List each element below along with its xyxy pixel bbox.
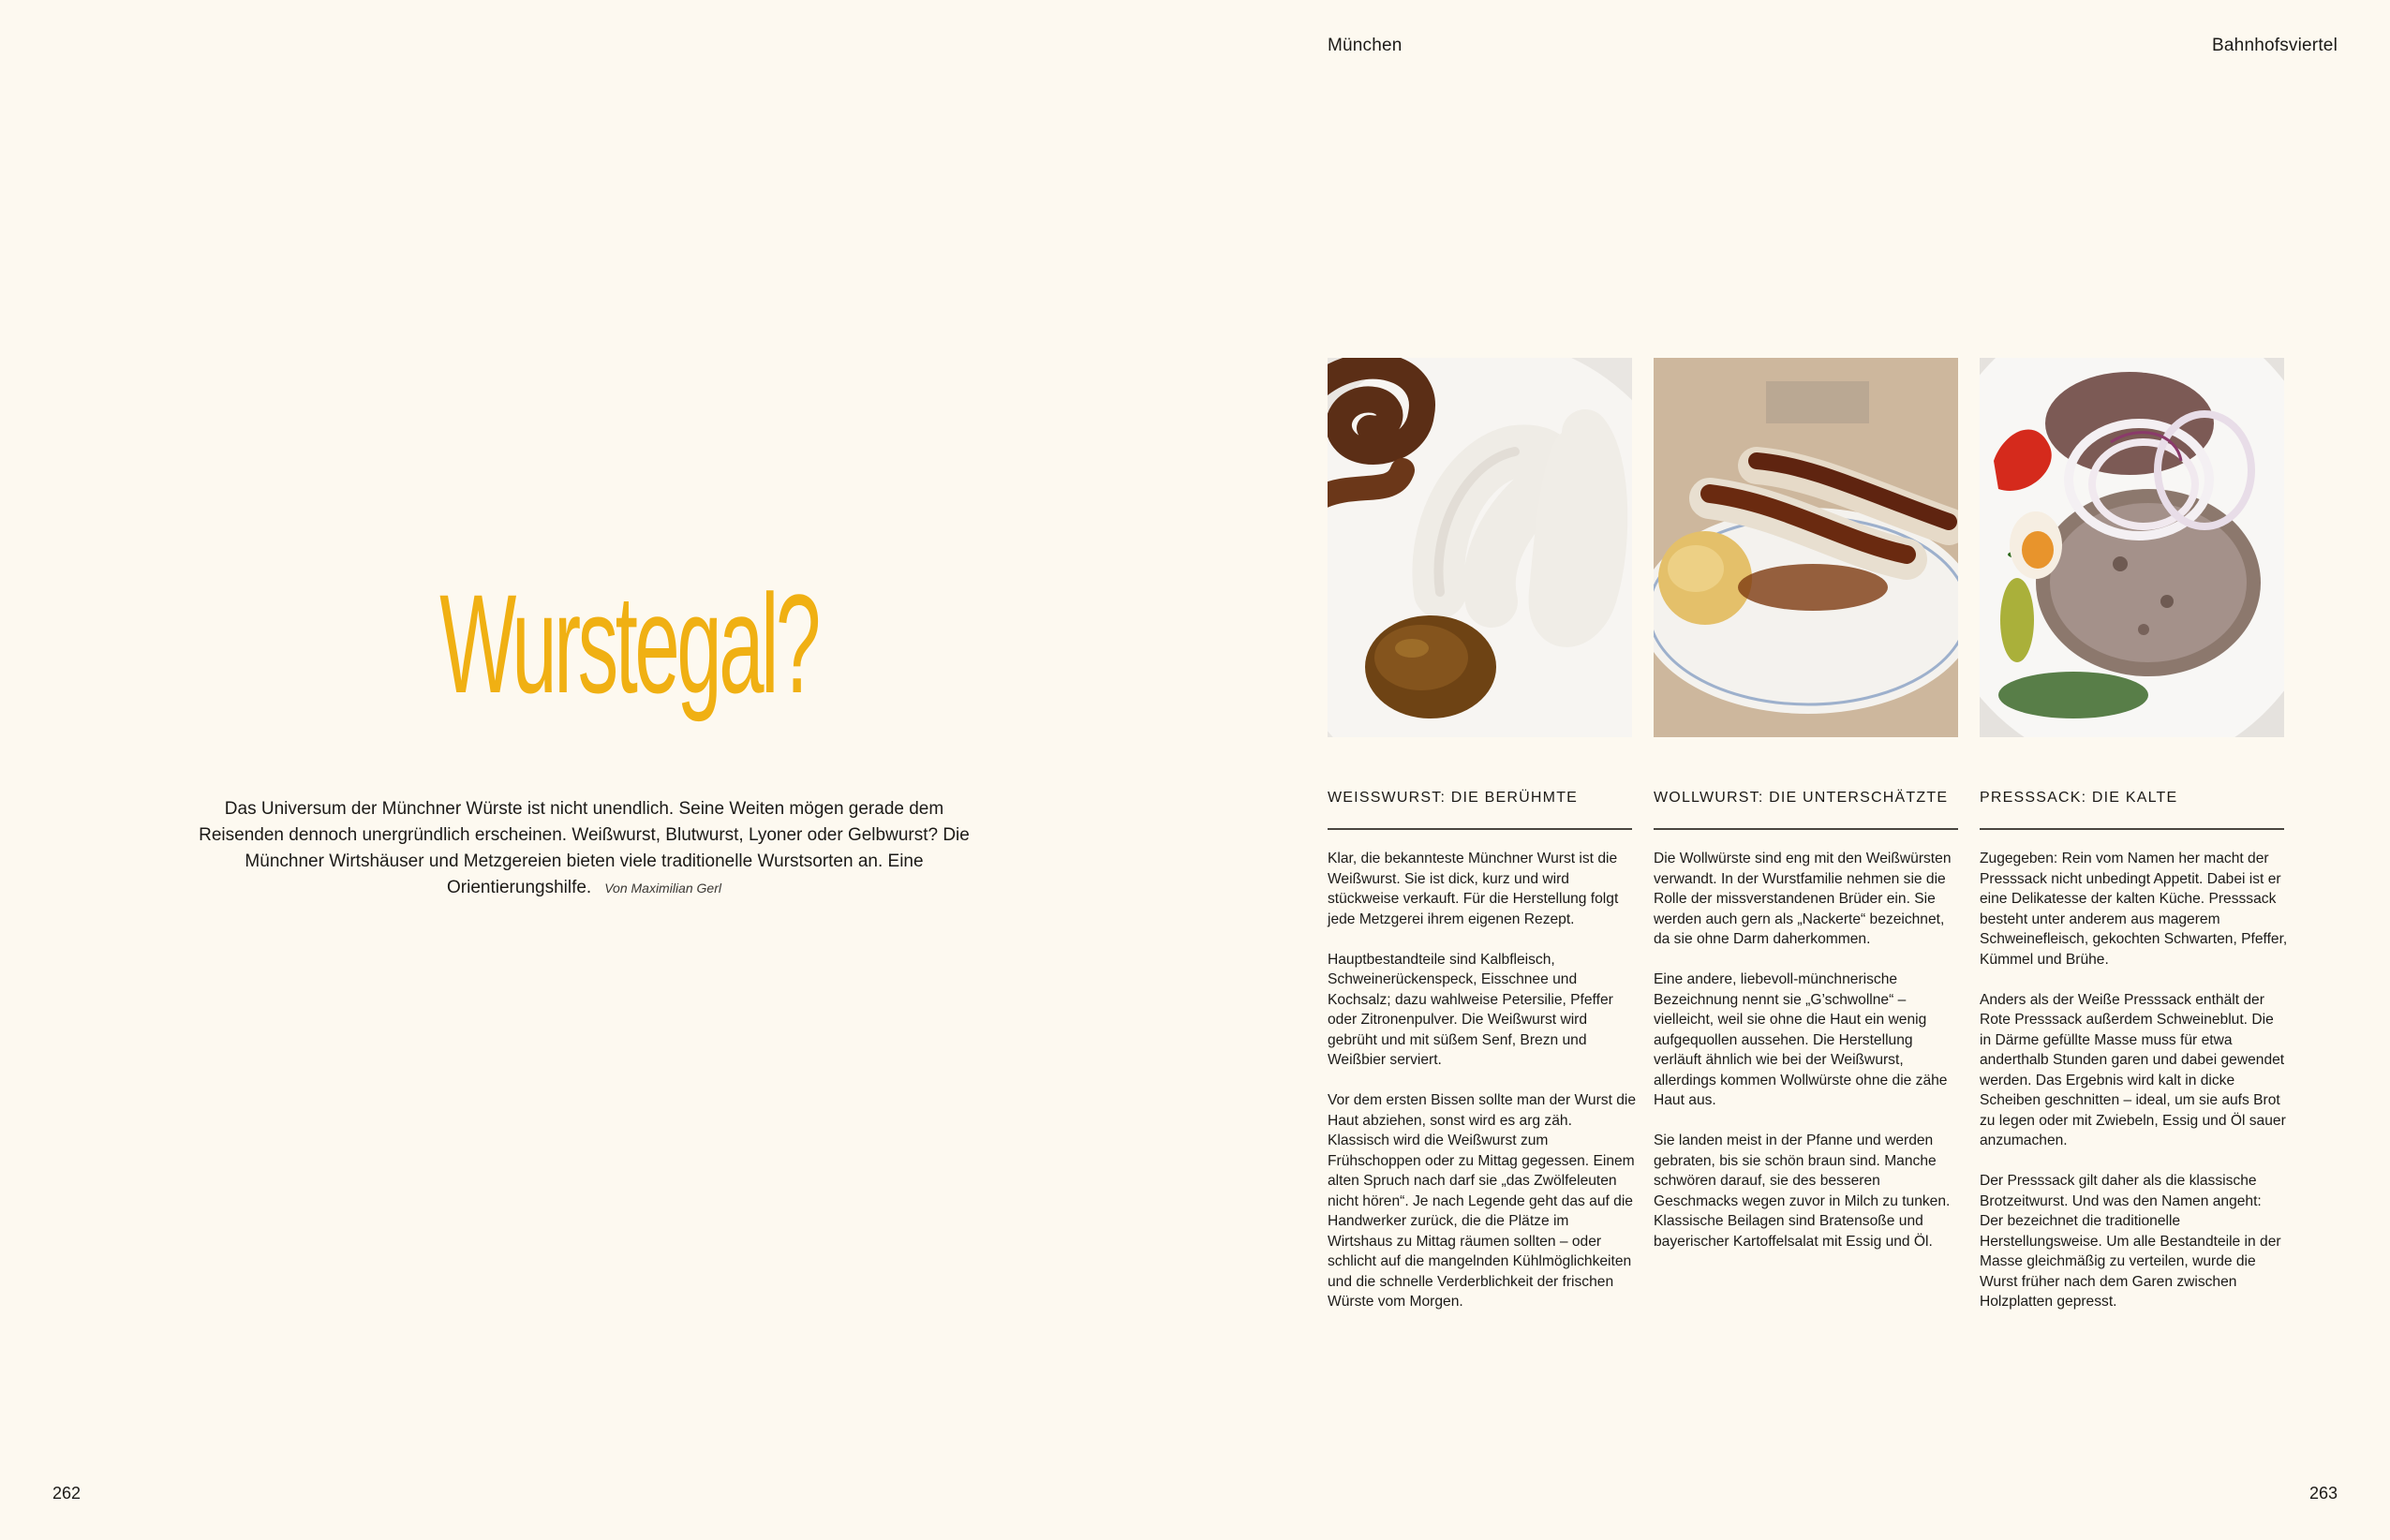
running-head-district: Bahnhofsviertel (2212, 36, 2338, 55)
body-paragraph: Die Wollwürste sind eng mit den Weißwürsten verwandt. In der Wurstfamilie nehmen sie die Rolle der missverstandenen Brüder ein. Sie werden auch gern als „Nackerte“ bezeichnet, da sie ohne Darm daherkommen. (1654, 851, 1952, 947)
intro-standfirst (184, 796, 985, 901)
headline: Wurstegal? (439, 565, 818, 722)
body-paragraph: Eine andere, liebevoll-münchnerische Bezeichnung nennt sie „G’schwollne“ – vielleicht, weil sie ohne die Haut ein wenig aufgequollen aussehen. Die Herstellung verläuft ähnlich wie bei der Weißwurst, allerdings kommen Wollwürste ohne die zähe Haut aus. (1654, 971, 1948, 1108)
column-heading-weisswurst: WEISSWURST: DIE BERÜHMTE (1328, 790, 1579, 806)
column-body-weisswurst (1328, 849, 1637, 1332)
page-number-left: 262 (52, 1484, 82, 1503)
column-heading-presssack: PRESSSACK: DIE KALTE (1980, 790, 2178, 806)
body-paragraph: Klar, die bekannteste Münchner Wurst ist die Weißwurst. Sie ist dick, kurz und wird stückweise verkauft. Für die Herstellung folgt jede Metzgerei ihrem eigenen Rezept. (1328, 851, 1619, 927)
photo-presssack (1980, 358, 2284, 737)
body-paragraph: Der Presssack gilt daher als die klassische Brotzeitwurst. Und was den Namen angeht: Der bezeichnet die traditionelle Herstellungsweise. Um alle Bestandteile in der Masse gleichmäßig zu verteilen, wurde die Wurst früher nach dem Garen zwischen Holzplatten gepresst. (1980, 1173, 2281, 1310)
photo-presssack-illustration (1980, 358, 2284, 737)
column-body-presssack (1980, 849, 2289, 1332)
body-paragraph: Anders als der Weiße Presssack enthält der Rote Presssack außerdem Schweineblut. Die in Därme gefüllte Masse muss für etwa anderthalb Stunden garen und dabei gewendet werden. Das Ergebnis wird kalt in dicke Scheiben geschnitten – ideal, um sie aufs Brot zu legen oder mit Zwiebeln, Essig und Öl sauer anzumachen. (1980, 991, 2286, 1148)
photo-weisswurst (1328, 358, 1632, 737)
body-paragraph: Hauptbestandteile sind Kalbfleisch, Schweinerückenspeck, Eisschnee und Kochsalz; dazu wahlweise Petersilie, Pfeffer oder Zitronenpulver. Die Weißwurst wird gebrüht und mit süßem Senf, Brezn und Weißbier serviert. (1328, 951, 1613, 1068)
running-head-city: München (1328, 36, 1403, 55)
byline: Von Maximilian Gerl (604, 881, 721, 896)
column-body-wollwurst (1654, 849, 1963, 1272)
body-paragraph: Vor dem ersten Bissen sollte man der Wurst die Haut abziehen, sonst wird es arg zäh. Klassisch wird die Weißwurst zum Frühschoppen oder zu Mittag gegessen. Einem alten Spruch nach darf sie „das Zwölfeleuten nicht hören“. Je nach Legende geht das auf die Handwerker zurück, die die Plätze im Wirtshaus zu Mittag räumen sollten – oder schlicht auf die mangelnden Kühlmöglichkeiten und die schnelle Verderblichkeit der frischen Würste vom Morgen. (1328, 1092, 1637, 1310)
column-heading-wollwurst: WOLLWURST: DIE UNTERSCHÄTZTE (1654, 790, 1949, 806)
photo-weisswurst-illustration (1328, 358, 1632, 737)
body-paragraph: Zugegeben: Rein vom Namen her macht der Presssack nicht unbedingt Appetit. Dabei ist er eine Delikatesse der kalten Küche. Presssack besteht unter anderem aus magerem Schweinefleisch, gekochten Schwarten, Pfeffer, Kümmel und Brühe. (1980, 851, 2288, 968)
column-divider (1980, 828, 2284, 830)
photo-wollwurst (1654, 358, 1958, 737)
column-divider (1328, 828, 1632, 830)
photo-wollwurst-illustration (1654, 358, 1958, 737)
intro-text: Das Universum der Münchner Würste ist nicht unendlich. Seine Weiten mögen gerade dem Reisenden dennoch unergründlich erscheinen. Weißwurst, Blutwurst, Lyoner oder Gelbwurst? Die Münchner Wirtshäuser und Metzgereien bieten viele traditionelle Wurstsorten an. Eine Orientierungshilfe. (199, 799, 970, 897)
body-paragraph: Sie landen meist in der Pfanne und werden gebraten, bis sie schön braun sind. Manche schwören darauf, sie des besseren Geschmacks wegen zuvor in Milch zu tunken. Klassische Beilagen sind Bratensoße und bayerischer Kartoffelsalat mit Essig und Öl. (1654, 1133, 1951, 1250)
page-number-right: 263 (2308, 1484, 2338, 1503)
column-divider (1654, 828, 1958, 830)
